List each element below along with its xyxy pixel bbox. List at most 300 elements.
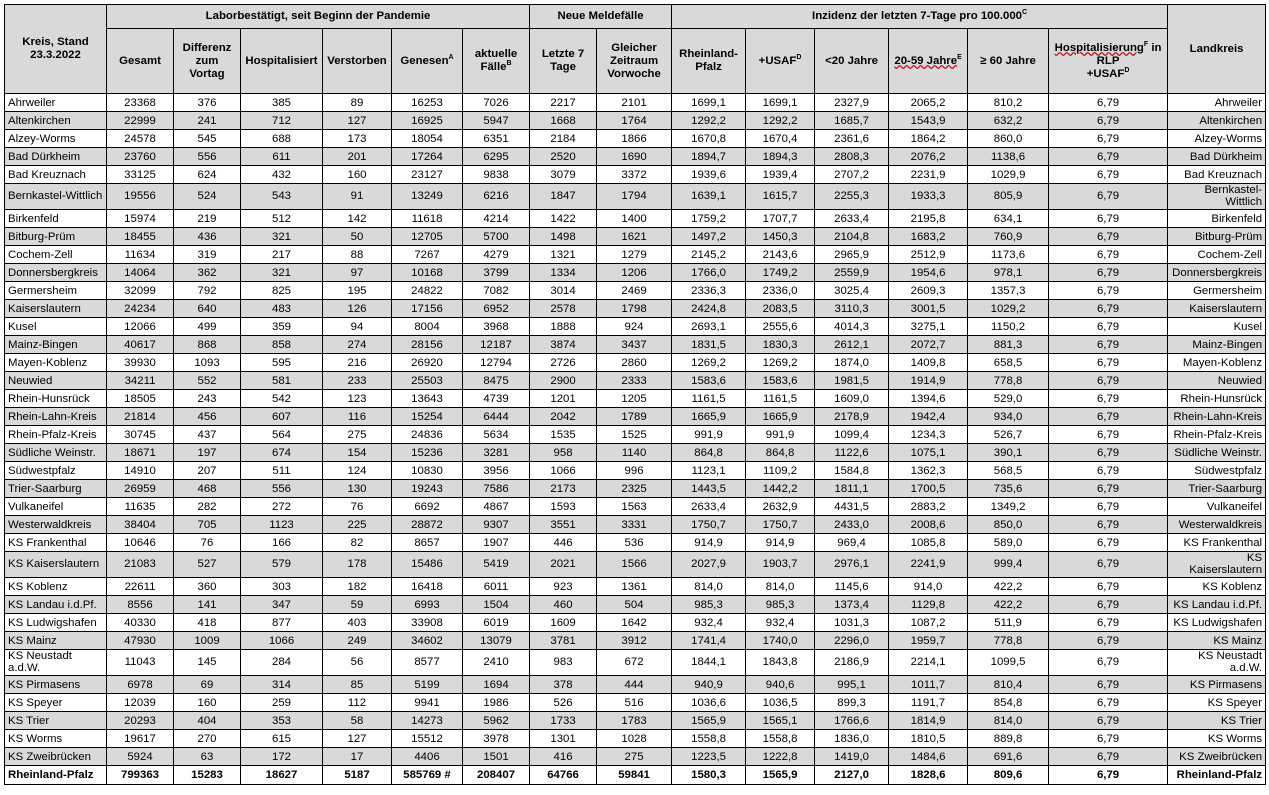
cell-value: 2231,9 <box>889 166 968 184</box>
cell-value: 2808,3 <box>815 148 889 166</box>
cell-value: 2325 <box>597 480 672 498</box>
cell-value: 2217 <box>530 94 597 112</box>
table-row <box>5 676 1266 694</box>
cell-value: 1362,3 <box>889 462 968 480</box>
cell-value: 282 <box>174 498 241 516</box>
table-row <box>5 282 1266 300</box>
cell-value: 33908 <box>392 614 463 632</box>
cell-value: 672 <box>597 650 672 676</box>
cell-value: 6,79 <box>1049 390 1168 408</box>
cell-value: 1334 <box>530 264 597 282</box>
cell-value: 924 <box>597 318 672 336</box>
cell-value: 712 <box>241 112 323 130</box>
cell-value: 985,3 <box>672 596 746 614</box>
cell-value: 6952 <box>463 300 530 318</box>
cell-value: 2410 <box>463 650 530 676</box>
cell-landkreis: KS Kaiserslautern <box>1168 552 1266 578</box>
cell-value: 6,79 <box>1049 516 1168 534</box>
cell-value: 1129,8 <box>889 596 968 614</box>
cell-value: 1750,7 <box>672 516 746 534</box>
cell-value: 3079 <box>530 166 597 184</box>
cell-value: 6,79 <box>1049 676 1168 694</box>
cell-value: 2143,6 <box>746 246 815 264</box>
cell-kreis: KS Zweibrücken <box>5 748 107 766</box>
cell-value: 1011,7 <box>889 676 968 694</box>
cell-value: 1830,3 <box>746 336 815 354</box>
cell-value: 1811,1 <box>815 480 889 498</box>
cell-value: 19243 <box>392 480 463 498</box>
cell-kreis: Südwestpfalz <box>5 462 107 480</box>
cell-landkreis: Donnersbergkreis <box>1168 264 1266 282</box>
cell-value: 18671 <box>107 444 174 462</box>
cell-value: 141 <box>174 596 241 614</box>
cell-landkreis: KS Frankenthal <box>1168 534 1266 552</box>
cell-value: 1794 <box>597 184 672 210</box>
cell-value: 1075,1 <box>889 444 968 462</box>
cell-value: 15512 <box>392 730 463 748</box>
cell-value: 1321 <box>530 246 597 264</box>
cell-value: 792 <box>174 282 241 300</box>
table-row <box>5 614 1266 632</box>
cell-value: 543 <box>241 184 323 210</box>
cell-kreis: KS Frankenthal <box>5 534 107 552</box>
cell-value: 1665,9 <box>672 408 746 426</box>
cell-value: 21814 <box>107 408 174 426</box>
cell-value: 1831,5 <box>672 336 746 354</box>
cell-value: 809,6 <box>968 766 1049 785</box>
cell-landkreis: Südwestpfalz <box>1168 462 1266 480</box>
cell-value: 6,79 <box>1049 498 1168 516</box>
cell-value: 1733 <box>530 712 597 730</box>
cell-value: 969,4 <box>815 534 889 552</box>
cell-kreis: KS Ludwigshafen <box>5 614 107 632</box>
cell-value: 39930 <box>107 354 174 372</box>
cell-value: 526,7 <box>968 426 1049 444</box>
table-body <box>5 94 1266 785</box>
cell-value: 1847 <box>530 184 597 210</box>
cell-value: 2008,6 <box>889 516 968 534</box>
cell-value: 1814,9 <box>889 712 968 730</box>
cell-value: 940,6 <box>746 676 815 694</box>
cell-value: 17156 <box>392 300 463 318</box>
cell-value: 2021 <box>530 552 597 578</box>
header-letzte-7-tage: Letzte 7 Tage <box>530 29 597 94</box>
cell-value: 1843,8 <box>746 650 815 676</box>
cell-value: 34211 <box>107 372 174 390</box>
cell-value: 8657 <box>392 534 463 552</box>
table-row <box>5 444 1266 462</box>
cell-value: 6,79 <box>1049 534 1168 552</box>
cell-value: 2520 <box>530 148 597 166</box>
cell-value: 3331 <box>597 516 672 534</box>
cell-value: 2178,9 <box>815 408 889 426</box>
cell-landkreis: KS Neustadt a.d.W. <box>1168 650 1266 676</box>
cell-value: 6,79 <box>1049 748 1168 766</box>
cell-landkreis: Cochem-Zell <box>1168 246 1266 264</box>
cell-value: 3978 <box>463 730 530 748</box>
cell-value: 735,6 <box>968 480 1049 498</box>
cell-value: 56 <box>323 650 392 676</box>
cell-value: 17264 <box>392 148 463 166</box>
table-row <box>5 148 1266 166</box>
cell-value: 1223,5 <box>672 748 746 766</box>
cell-value: 422,2 <box>968 578 1049 596</box>
table-row <box>5 516 1266 534</box>
cell-value: 1668 <box>530 112 597 130</box>
cell-value: 1759,2 <box>672 210 746 228</box>
table-row <box>5 112 1266 130</box>
table-row <box>5 300 1266 318</box>
cell-landkreis: Altenkirchen <box>1168 112 1266 130</box>
cell-value: 6,79 <box>1049 408 1168 426</box>
cell-value: 195 <box>323 282 392 300</box>
table-row <box>5 184 1266 210</box>
cell-value: 124 <box>323 462 392 480</box>
cell-value: 6444 <box>463 408 530 426</box>
cell-value: 1099,5 <box>968 650 1049 676</box>
cell-value: 7586 <box>463 480 530 498</box>
cell-value: 545 <box>174 130 241 148</box>
cell-landkreis: KS Zweibrücken <box>1168 748 1266 766</box>
cell-value: 18627 <box>241 766 323 785</box>
header-hospitalisiert: Hospitalisiert <box>241 29 323 94</box>
cell-value: 207 <box>174 462 241 480</box>
cell-kreis: Alzey-Worms <box>5 130 107 148</box>
cell-value: 9941 <box>392 694 463 712</box>
cell-value: 1066 <box>241 632 323 650</box>
table-row <box>5 390 1266 408</box>
table-row <box>5 632 1266 650</box>
cell-landkreis: Birkenfeld <box>1168 210 1266 228</box>
cell-value: 284 <box>241 650 323 676</box>
cell-value: 275 <box>597 748 672 766</box>
cell-value: 6,79 <box>1049 766 1168 785</box>
cell-value: 581 <box>241 372 323 390</box>
cell-value: 778,8 <box>968 632 1049 650</box>
cell-kreis: Bernkastel-Wittlich <box>5 184 107 210</box>
cell-value: 2327,9 <box>815 94 889 112</box>
cell-value: 688 <box>241 130 323 148</box>
cell-value: 69 <box>174 676 241 694</box>
cell-value: 6,79 <box>1049 694 1168 712</box>
cell-value: 21083 <box>107 552 174 578</box>
cell-value: 85 <box>323 676 392 694</box>
cell-value: 468 <box>174 480 241 498</box>
cell-value: 1373,4 <box>815 596 889 614</box>
cell-value: 2173 <box>530 480 597 498</box>
cell-value: 2361,6 <box>815 130 889 148</box>
cell-value: 23127 <box>392 166 463 184</box>
cell-value: 201 <box>323 148 392 166</box>
cell-value: 889,8 <box>968 730 1049 748</box>
cell-value: 40330 <box>107 614 174 632</box>
cell-value: 14910 <box>107 462 174 480</box>
cell-landkreis: Vulkaneifel <box>1168 498 1266 516</box>
cell-value: 536 <box>597 534 672 552</box>
header-usaf: $+USAF^D$ <box>746 29 815 94</box>
cell-landkreis: Rhein-Lahn-Kreis <box>1168 408 1266 426</box>
cell-value: 1206 <box>597 264 672 282</box>
header-differenz: Differenz zum Vortag <box>174 29 241 94</box>
table-row <box>5 246 1266 264</box>
cell-value: 1700,5 <box>889 480 968 498</box>
cell-value: 1749,2 <box>746 264 815 282</box>
cell-value: 814,0 <box>746 578 815 596</box>
cell-value: 404 <box>174 712 241 730</box>
table-row <box>5 462 1266 480</box>
table-row <box>5 480 1266 498</box>
cell-value: 112 <box>323 694 392 712</box>
table-row <box>5 372 1266 390</box>
cell-value: 16925 <box>392 112 463 130</box>
cell-value: 446 <box>530 534 597 552</box>
cell-value: 241 <box>174 112 241 130</box>
cell-value: 437 <box>174 426 241 444</box>
cell-value: 10168 <box>392 264 463 282</box>
header-gleicher-zeitraum: Gleicher Zeitraum Vorwoche <box>597 29 672 94</box>
cell-value: 1357,3 <box>968 282 1049 300</box>
cell-landkreis: Kaiserslautern <box>1168 300 1266 318</box>
cell-value: 524 <box>174 184 241 210</box>
cell-value: 2965,9 <box>815 246 889 264</box>
cell-kreis: Bad Kreuznach <box>5 166 107 184</box>
cell-value: 1750,7 <box>746 516 815 534</box>
cell-kreis: Mainz-Bingen <box>5 336 107 354</box>
cell-value: 1844,1 <box>672 650 746 676</box>
cell-kreis: Altenkirchen <box>5 112 107 130</box>
cell-value: 2633,4 <box>815 210 889 228</box>
cell-value: 2900 <box>530 372 597 390</box>
table-row <box>5 210 1266 228</box>
cell-value: 3874 <box>530 336 597 354</box>
cell-value: 991,9 <box>672 426 746 444</box>
cell-value: 1939,4 <box>746 166 815 184</box>
table-row <box>5 228 1266 246</box>
cell-value: 1484,6 <box>889 748 968 766</box>
cell-value: 5962 <box>463 712 530 730</box>
cell-value: 22611 <box>107 578 174 596</box>
cell-value: 2609,3 <box>889 282 968 300</box>
cell-value: 2469 <box>597 282 672 300</box>
cell-value: 1036,6 <box>672 694 746 712</box>
cell-value: 529,0 <box>968 390 1049 408</box>
cell-value: 12794 <box>463 354 530 372</box>
cell-value: 511,9 <box>968 614 1049 632</box>
cell-value: 527 <box>174 552 241 578</box>
cell-value: 91 <box>323 184 392 210</box>
cell-value: 611 <box>241 148 323 166</box>
cell-value: 6,79 <box>1049 444 1168 462</box>
cell-value: 978,1 <box>968 264 1049 282</box>
cell-value: 422,2 <box>968 596 1049 614</box>
cell-value: 160 <box>174 694 241 712</box>
cell-value: 1584,8 <box>815 462 889 480</box>
cell-value: 233 <box>323 372 392 390</box>
cell-value: 13643 <box>392 390 463 408</box>
header-aktuelle-faelle: aktuelle Fälle$^B$ <box>463 29 530 94</box>
cell-value: 7267 <box>392 246 463 264</box>
cell-value: 1161,5 <box>672 390 746 408</box>
cell-value: 1028 <box>597 730 672 748</box>
header-group-neue-meldefaelle: Neue Meldefälle <box>530 5 672 29</box>
cell-value: 76 <box>174 534 241 552</box>
cell-value: 208407 <box>463 766 530 785</box>
cell-value: 1450,3 <box>746 228 815 246</box>
cell-value: 1161,5 <box>746 390 815 408</box>
cell-value: 2707,2 <box>815 166 889 184</box>
header-rheinland-pfalz: Rheinland-Pfalz <box>672 29 746 94</box>
cell-value: 59841 <box>597 766 672 785</box>
cell-value: 6,79 <box>1049 148 1168 166</box>
cell-value: 1707,7 <box>746 210 815 228</box>
cell-value: 1609 <box>530 614 597 632</box>
cell-value: 6,79 <box>1049 264 1168 282</box>
cell-value: 914,9 <box>746 534 815 552</box>
cell-value: 6,79 <box>1049 210 1168 228</box>
cell-kreis: Rheinland-Pfalz <box>5 766 107 785</box>
cell-kreis: KS Neustadt a.d.W. <box>5 650 107 676</box>
cell-value: 595 <box>241 354 323 372</box>
cell-value: 303 <box>241 578 323 596</box>
cell-value: 216 <box>323 354 392 372</box>
cell-value: 6,79 <box>1049 632 1168 650</box>
cell-value: 2336,0 <box>746 282 815 300</box>
cell-kreis: KS Speyer <box>5 694 107 712</box>
cell-landkreis: KS Ludwigshafen <box>1168 614 1266 632</box>
cell-value: 1766,0 <box>672 264 746 282</box>
cell-value: 3912 <box>597 632 672 650</box>
cell-value: 126 <box>323 300 392 318</box>
cell-value: 1558,8 <box>746 730 815 748</box>
cell-value: 1609,0 <box>815 390 889 408</box>
cell-value: 923 <box>530 578 597 596</box>
cell-value: 705 <box>174 516 241 534</box>
cell-value: 3014 <box>530 282 597 300</box>
cell-value: 416 <box>530 748 597 766</box>
cell-value: 436 <box>174 228 241 246</box>
cell-value: 7082 <box>463 282 530 300</box>
cell-landkreis: KS Trier <box>1168 712 1266 730</box>
cell-value: 58 <box>323 712 392 730</box>
cell-value: 6011 <box>463 578 530 596</box>
cell-value: 810,2 <box>968 94 1049 112</box>
cell-value: 38404 <box>107 516 174 534</box>
cell-value: 899,3 <box>815 694 889 712</box>
cell-value: 568,5 <box>968 462 1049 480</box>
cell-value: 1087,2 <box>889 614 968 632</box>
cell-value: 999,4 <box>968 552 1049 578</box>
cell-value: 217 <box>241 246 323 264</box>
cell-value: 2883,2 <box>889 498 968 516</box>
cell-value: 499 <box>174 318 241 336</box>
cell-value: 1543,9 <box>889 112 968 130</box>
cell-landkreis: KS Speyer <box>1168 694 1266 712</box>
cell-value: 914,0 <box>889 578 968 596</box>
table-row <box>5 264 1266 282</box>
cell-value: 2693,1 <box>672 318 746 336</box>
cell-value: 858 <box>241 336 323 354</box>
cell-value: 1593 <box>530 498 597 516</box>
cell-value: 1269,2 <box>746 354 815 372</box>
cell-value: 1565,9 <box>746 766 815 785</box>
cell-value: 2433,0 <box>815 516 889 534</box>
cell-value: 940,9 <box>672 676 746 694</box>
cell-value: 15486 <box>392 552 463 578</box>
table-row <box>5 534 1266 552</box>
cell-kreis: Ahrweiler <box>5 94 107 112</box>
cell-value: 1419,0 <box>815 748 889 766</box>
cell-value: 1789 <box>597 408 672 426</box>
cell-value: 1874,0 <box>815 354 889 372</box>
cell-landkreis: Germersheim <box>1168 282 1266 300</box>
cell-landkreis: Trier-Saarburg <box>1168 480 1266 498</box>
cell-value: 1123 <box>241 516 323 534</box>
cell-value: 123 <box>323 390 392 408</box>
cell-value: 1683,2 <box>889 228 968 246</box>
cell-value: 2104,8 <box>815 228 889 246</box>
cell-value: 1894,3 <box>746 148 815 166</box>
cell-kreis: KS Worms <box>5 730 107 748</box>
cell-value: 272 <box>241 498 323 516</box>
cell-kreis: Mayen-Koblenz <box>5 354 107 372</box>
cell-value: 983 <box>530 650 597 676</box>
cell-value: 991,9 <box>746 426 815 444</box>
cell-value: 18054 <box>392 130 463 148</box>
cell-value: 6,79 <box>1049 166 1168 184</box>
cell-value: 1093 <box>174 354 241 372</box>
cell-value: 1292,2 <box>746 112 815 130</box>
cell-value: 624 <box>174 166 241 184</box>
cell-value: 1123,1 <box>672 462 746 480</box>
cell-value: 17 <box>323 748 392 766</box>
cell-kreis: Vulkaneifel <box>5 498 107 516</box>
cell-value: 556 <box>241 480 323 498</box>
cell-value: 270 <box>174 730 241 748</box>
cell-value: 658,5 <box>968 354 1049 372</box>
cell-value: 579 <box>241 552 323 578</box>
header-group-inzidenz: Inzidenz der letzten 7-Tage pro $100.000^C$ <box>672 5 1168 29</box>
cell-kreis: Germersheim <box>5 282 107 300</box>
cell-value: 504 <box>597 596 672 614</box>
cell-value: 353 <box>241 712 323 730</box>
cell-value: 877 <box>241 614 323 632</box>
header-group-laborbestaetigt: Laborbestätigt, seit Beginn der Pandemie <box>107 5 530 29</box>
cell-value: 850,0 <box>968 516 1049 534</box>
table-row <box>5 730 1266 748</box>
cell-value: 432 <box>241 166 323 184</box>
cell-value: 64766 <box>530 766 597 785</box>
cell-value: 6,79 <box>1049 426 1168 444</box>
cell-value: 1525 <box>597 426 672 444</box>
cell-value: 13249 <box>392 184 463 210</box>
cell-value: 116 <box>323 408 392 426</box>
cell-value: 2145,2 <box>672 246 746 264</box>
cell-value: 4739 <box>463 390 530 408</box>
cell-value: 1173,6 <box>968 246 1049 264</box>
cell-value: 6,79 <box>1049 184 1168 210</box>
cell-value: 3110,3 <box>815 300 889 318</box>
cell-value: 881,3 <box>968 336 1049 354</box>
table-row <box>5 552 1266 578</box>
cell-value: 2333 <box>597 372 672 390</box>
cell-value: 914,9 <box>672 534 746 552</box>
cell-value: 6,79 <box>1049 596 1168 614</box>
cell-value: 12187 <box>463 336 530 354</box>
cell-value: 18505 <box>107 390 174 408</box>
cell-value: 4279 <box>463 246 530 264</box>
cell-value: 2578 <box>530 300 597 318</box>
cell-value: 8004 <box>392 318 463 336</box>
